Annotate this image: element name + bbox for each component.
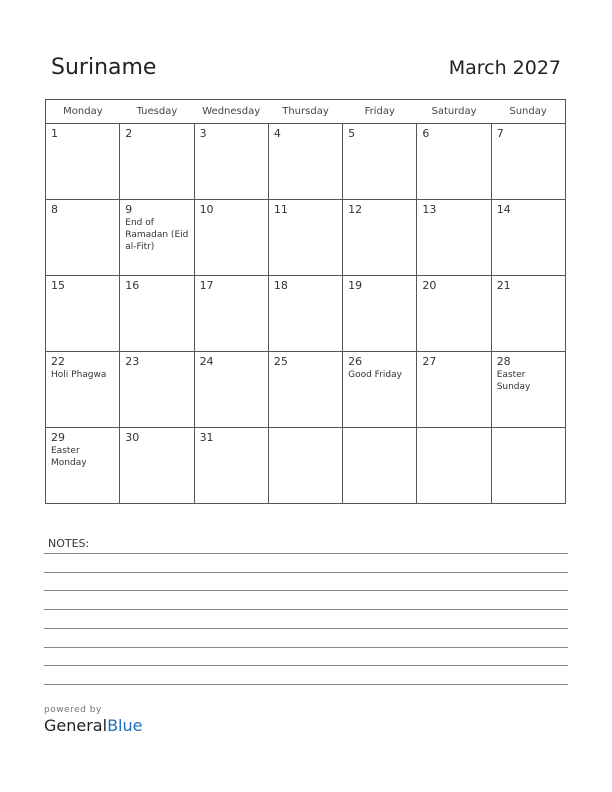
day-cell: [194, 276, 268, 352]
day-number: 12: [348, 203, 363, 216]
day-number: 15: [51, 279, 65, 292]
day-cell: [417, 352, 491, 428]
holiday-label: Good Friday: [348, 370, 402, 380]
day-number: 10: [199, 203, 214, 216]
weekday-tuesday: Tuesday: [120, 100, 194, 124]
note-line: [44, 684, 568, 685]
note-line: [44, 609, 568, 610]
holiday-label: Easter Sunday: [496, 370, 531, 392]
note-line: [44, 628, 568, 629]
day-cell: [120, 124, 194, 200]
weekday-sunday: Sunday: [491, 100, 565, 124]
week-row: [46, 200, 566, 276]
day-cell: [491, 276, 565, 352]
day-number: 9: [125, 203, 133, 216]
day-cell: [491, 428, 565, 504]
powered-by-text: powered by: [44, 705, 102, 715]
day-cell: [194, 200, 268, 276]
day-number: 23: [125, 355, 140, 368]
day-cell: [120, 200, 194, 276]
weekday-header-row: [46, 100, 566, 124]
day-number: 29: [51, 431, 65, 444]
day-number: 18: [273, 279, 288, 292]
day-number: 22: [51, 355, 65, 368]
day-number: 28: [496, 355, 511, 368]
note-line: [44, 647, 568, 648]
note-line: [44, 665, 568, 666]
note-line: [44, 590, 568, 591]
week-row: [46, 124, 566, 200]
day-number: 21: [496, 279, 511, 292]
day-cell: [46, 200, 120, 276]
day-cell: [46, 428, 120, 504]
day-cell: [417, 276, 491, 352]
brand-logo: [44, 705, 142, 735]
day-number: 5: [348, 127, 356, 140]
day-number: 16: [125, 279, 140, 292]
day-number: 14: [496, 203, 511, 216]
day-number: 26: [348, 355, 363, 368]
day-number: 13: [422, 203, 437, 216]
day-cell: [417, 428, 491, 504]
day-cell: [343, 200, 417, 276]
calendar-grid: [45, 99, 566, 504]
day-cell: [268, 276, 342, 352]
day-number: 20: [422, 279, 437, 292]
week-row: [46, 276, 566, 352]
day-cell: [194, 352, 268, 428]
day-cell: [120, 276, 194, 352]
day-cell: [46, 352, 120, 428]
day-cell: [491, 124, 565, 200]
holiday-label: Holi Phagwa: [51, 370, 107, 380]
day-cell: [268, 428, 342, 504]
brand-name-general: General: [44, 716, 108, 735]
day-number: 30: [125, 431, 140, 444]
day-cell: [343, 124, 417, 200]
holiday-label: Easter Monday: [51, 446, 87, 468]
day-cell: [120, 352, 194, 428]
day-number: 6: [422, 127, 430, 140]
day-cell: [343, 276, 417, 352]
day-cell: [268, 352, 342, 428]
day-number: 1: [51, 127, 58, 140]
day-number: 17: [199, 279, 214, 292]
day-cell: [343, 352, 417, 428]
day-number: 19: [348, 279, 363, 292]
day-cell: [194, 428, 268, 504]
note-line: [44, 553, 568, 554]
holiday-label: End of Ramadan (Eid al-Fitr): [125, 218, 189, 252]
day-number: 24: [199, 355, 214, 368]
day-cell: [120, 428, 194, 504]
weekday-monday: Monday: [46, 100, 120, 124]
day-number: 2: [125, 127, 133, 140]
day-cell: [268, 200, 342, 276]
day-cell: [343, 428, 417, 504]
day-number: 27: [422, 355, 437, 368]
day-cell: [268, 124, 342, 200]
day-cell: [491, 352, 565, 428]
note-line: [44, 572, 568, 573]
day-number: 25: [273, 355, 288, 368]
week-row: [46, 428, 566, 504]
notes-label: NOTES:: [48, 537, 90, 550]
weekday-wednesday: Wednesday: [194, 100, 268, 124]
day-number: 31: [199, 431, 214, 444]
day-number: 7: [496, 127, 504, 140]
day-cell: [46, 124, 120, 200]
week-row: [46, 352, 566, 428]
day-cell: [417, 124, 491, 200]
weekday-thursday: Thursday: [268, 100, 342, 124]
country-title: Suriname: [51, 55, 157, 80]
weekday-friday: Friday: [343, 100, 417, 124]
month-title: March 2027: [448, 57, 561, 79]
day-cell: [194, 124, 268, 200]
day-number: 4: [273, 127, 281, 140]
day-cell: [46, 276, 120, 352]
day-number: 3: [199, 127, 207, 140]
weekday-saturday: Saturday: [417, 100, 491, 124]
brand-name: [44, 716, 142, 735]
brand-name-blue: Blue: [107, 716, 143, 735]
day-cell: [491, 200, 565, 276]
day-cell: [417, 200, 491, 276]
day-number: 11: [273, 203, 288, 216]
day-number: 8: [51, 203, 58, 216]
